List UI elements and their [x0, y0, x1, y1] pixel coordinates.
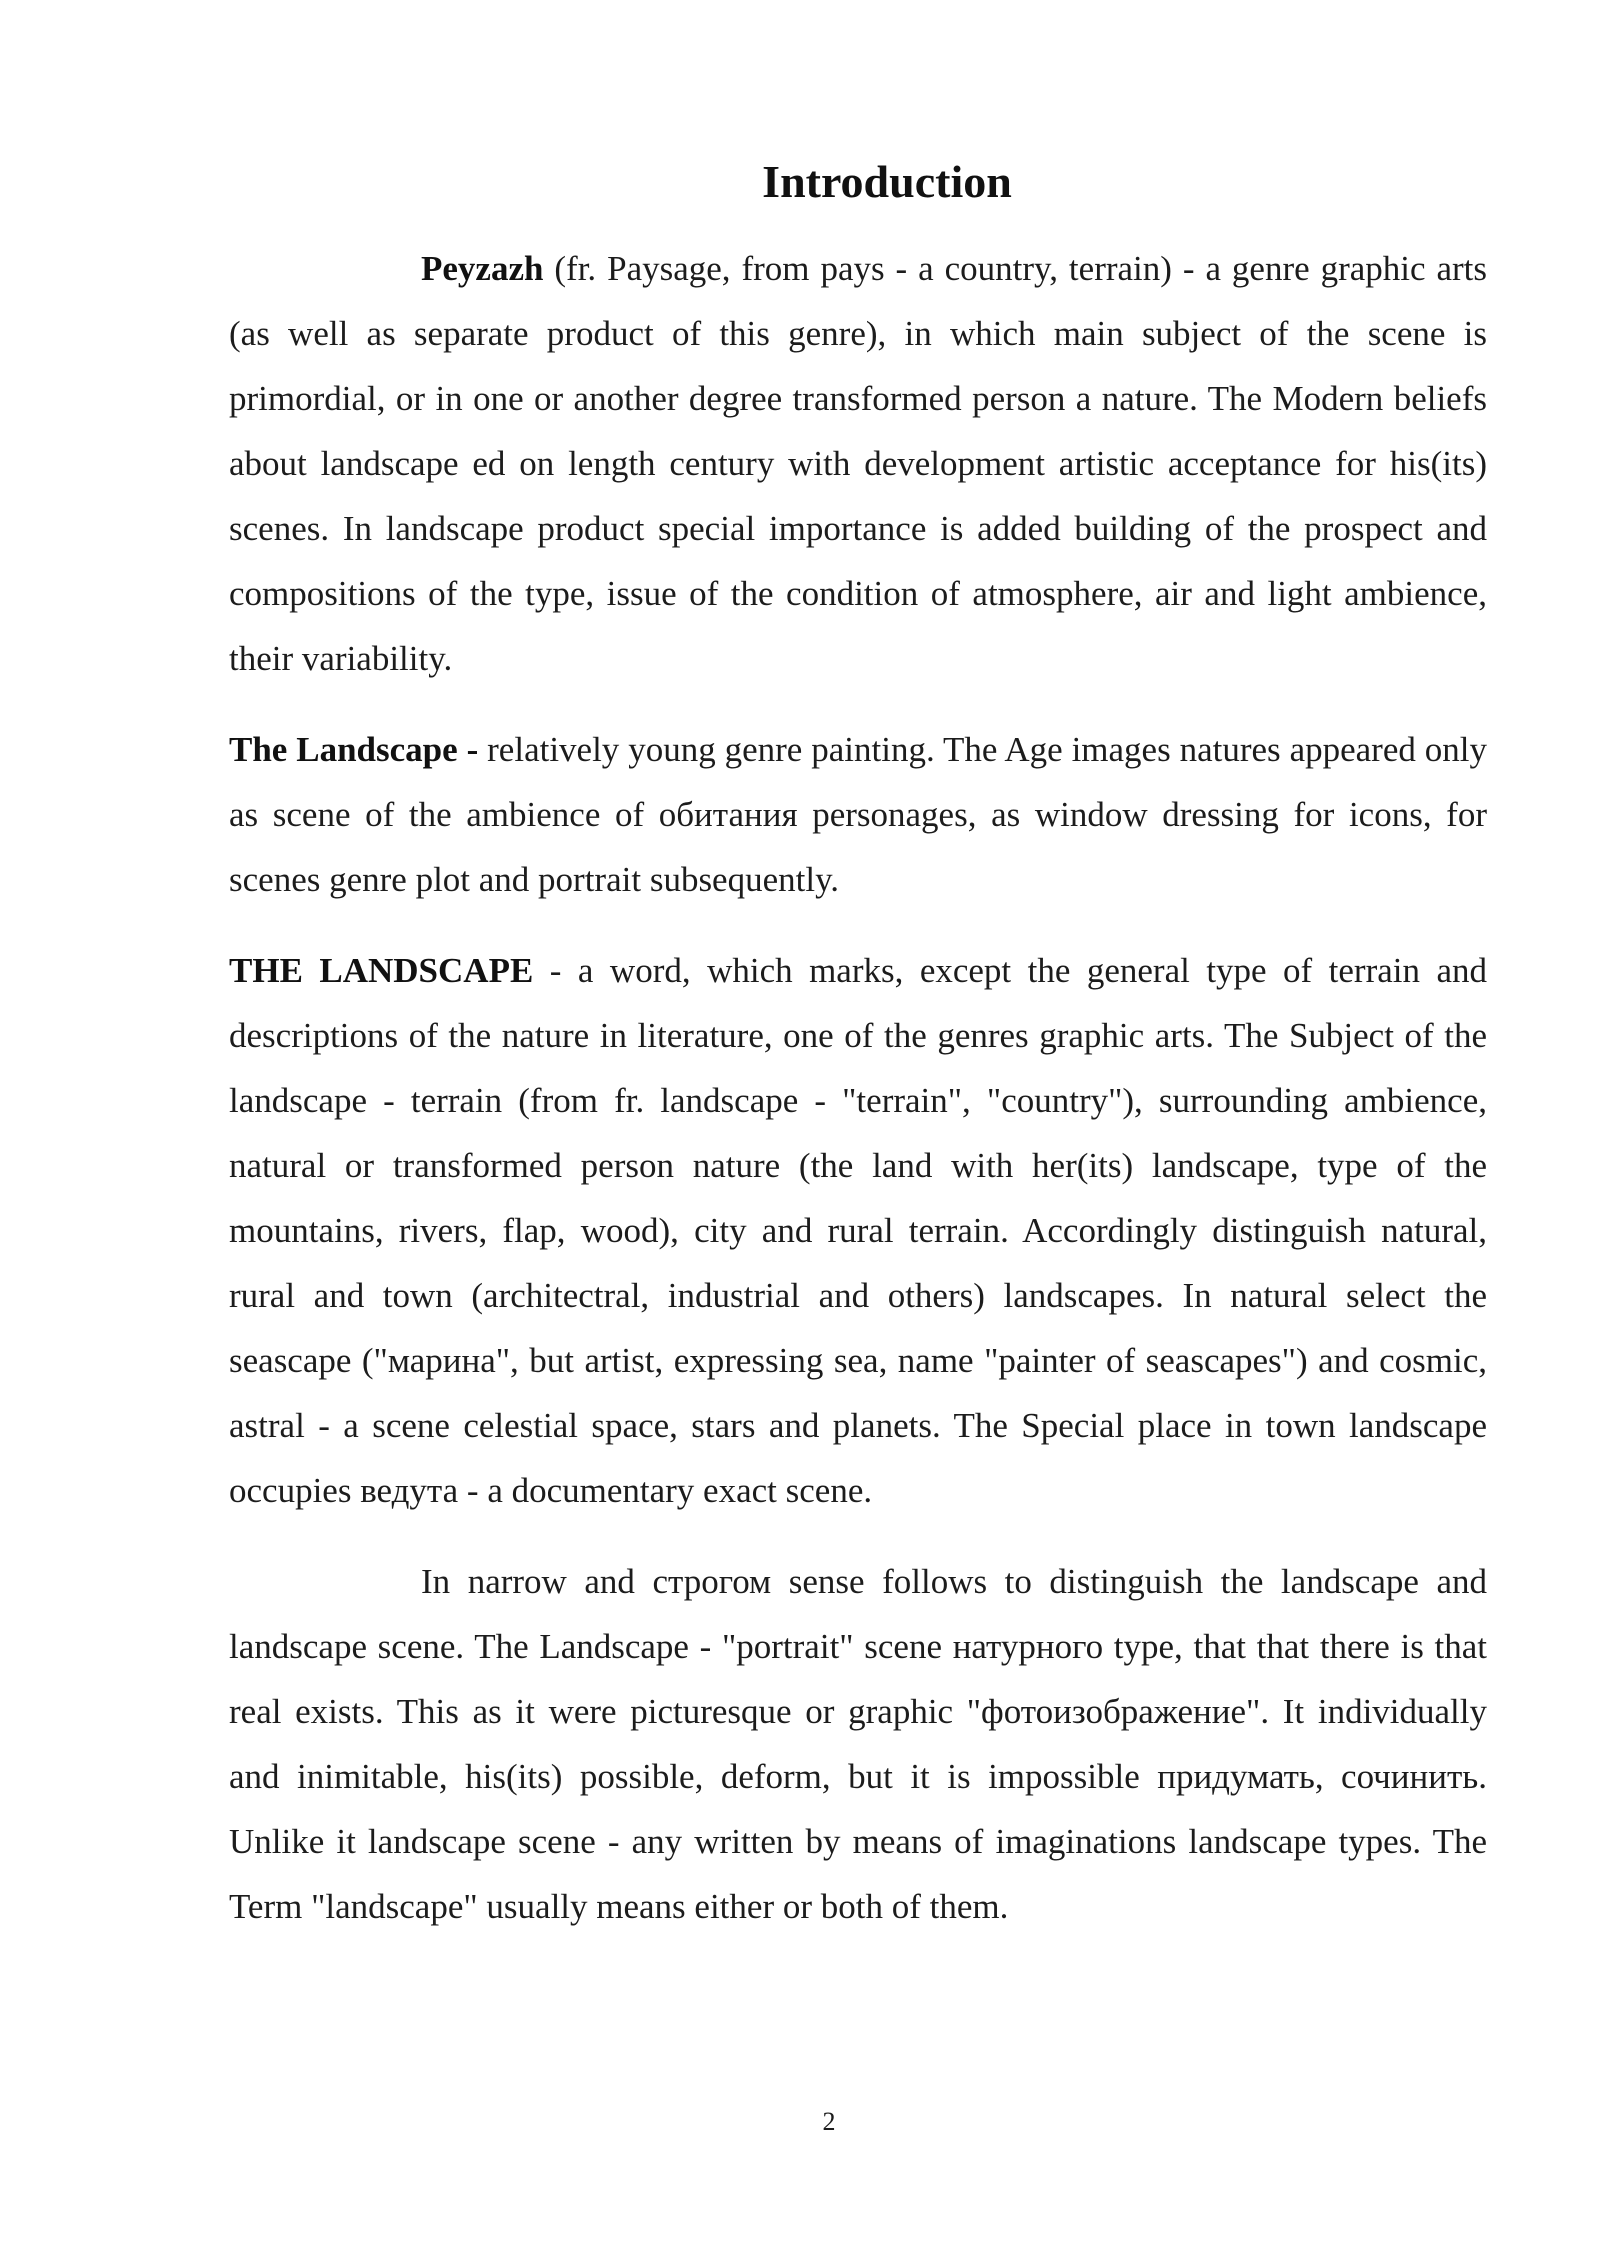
paragraph-text: relatively young genre painting. The Age images natures appeared only as scene of the ambience of обитания personages, as window dressing for icons, for scenes genre plot and portrait subsequently.: [229, 730, 1487, 899]
paragraph-landscape-definition: [229, 938, 1487, 1523]
page-number: 2: [822, 2107, 836, 2136]
paragraph-the-landscape: [229, 717, 1487, 912]
paragraph-text: - a word, which marks, except the general type of terrain and descriptions of the nature in literature, one of the genres graphic arts. The Subject of the landscape - terrain (from fr. landscape - "terrain", "country"), surrounding ambience, natural or transformed person nature (the land with her(its) landscape, type of the mountains, rivers, flap, wood), city and rural terrain. Accordingly distinguish natural, rural and town (architectral, industrial and others) landscapes. In natural select the seascape ("марина", but artist, expressing sea, name "painter of seascapes") and cosmic, astral - a scene celestial space, stars and planets. The Special place in town landscape occupies ведута - a documentary exact scene.: [229, 951, 1488, 1510]
page-content: [229, 150, 1487, 1939]
term-landscape-caps: THE LANDSCAPE: [229, 951, 534, 990]
page-title: Introduction: [762, 156, 1012, 207]
paragraph-text: (fr. Paysage, from pays - a country, terrain) - a genre graphic arts (as well as separate product of this genre), in which main subject of the scene is primordial, or in one or another degree transformed person a nature. The Modern beliefs about landscape ed on length century with development artistic acceptance for his(its) scenes. In landscape product special importance is added building of the prospect and compositions of the type, issue of the condition of atmosphere, air and light ambience, their variability.: [229, 249, 1487, 678]
paragraph-narrow-sense: [229, 1549, 1487, 1939]
paragraph-peyzazh: [229, 236, 1487, 691]
paragraph-text: In narrow and строгом sense follows to distinguish the landscape and landscape scene. The Landscape - "portrait" scene натурного type, that that there is that real exists. This as it were picturesque or graphic "фотоизображение". It individually and inimitable, his(its) possible, deform, but it is impossible придумать, сочинить. Unlike it landscape scene - any written by means of imaginations landscape types. The Term "landscape" usually means either or both of them.: [229, 1562, 1487, 1926]
term-the-landscape: The Landscape -: [229, 730, 479, 769]
term-peyzazh: Peyzazh: [421, 249, 544, 288]
